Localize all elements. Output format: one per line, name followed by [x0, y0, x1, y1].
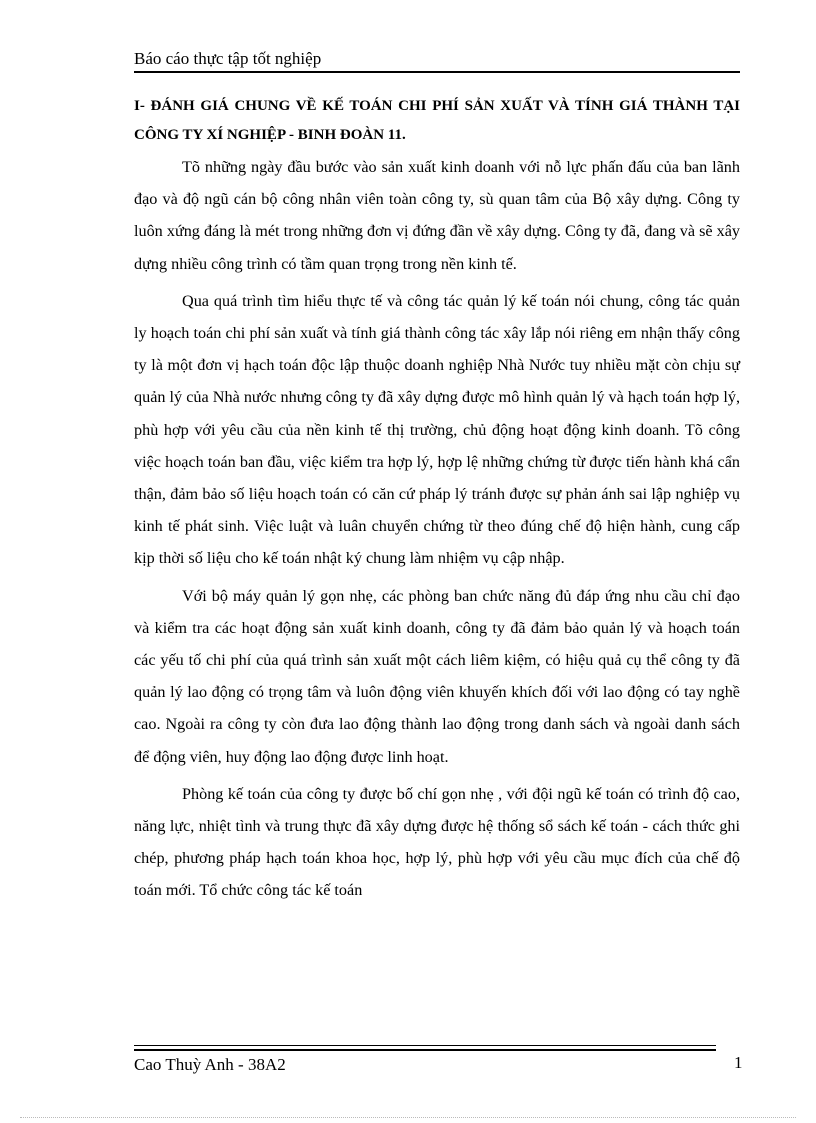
paragraph-3: Với bộ máy quản lý gọn nhẹ, các phòng ban chức năng đủ đáp ứng nhu cầu chỉ đạo và kiểm tra các hoạt động sản xuất kinh doanh, công ty đã đảm bảo quản lý và hoạch toán các yếu tố chi phí của quá trình sản xuất một cách liêm kiệm, có hiệu quả cụ thể công ty đã quản lý lao động có trọng tâm và luôn động viên khuyến khích đối với lao động có tay nghề cao. Ngoài ra công ty còn đưa lao động thành lao động trong danh sách và ngoài danh sách để động viên, huy động lao động được linh hoạt. [134, 586, 740, 766]
document-body [134, 92, 740, 912]
footer-author: Cao Thuỳ Anh - 38A2 [134, 1055, 286, 1074]
page-number: 1 [734, 1053, 743, 1072]
header-divider [134, 71, 740, 73]
page-header: Báo cáo thực tập tốt nghiệp [134, 49, 322, 68]
footer-divider [134, 1045, 716, 1046]
paragraph-1: Tõ những ngày đầu bước vào sản xuất kinh doanh với nỗ lực phấn đấu của ban lãnh đạo và độ ngũ cán bộ công nhân viên toàn công ty, sù quan tâm của Bộ xây dựng. Công ty luôn xứng đáng là mét trong những đơn vị đứng đần về xây dựng. Công ty đã, đang và sẽ xây dựng nhiều công trình có tầm quan trọng trong nền kinh tế. [134, 158, 740, 273]
paragraph-4: Phòng kế toán của công ty được bố chí gọn nhẹ , với đội ngũ kế toán có trình độ cao, năng lực, nhiệt tình và trung thực đã xây dựng được hệ thống sổ sách kế toán - cách thức ghi chép, phương pháp hạch toán khoa học, hợp lý, phù hợp với yêu cầu mục đích của chế độ toán mới. Tổ chức công tác kế toán [134, 784, 740, 900]
footer-divider-thick [134, 1049, 716, 1051]
section-title: I- ĐÁNH GIÁ CHUNG VỀ KẾ TOÁN CHI PHÍ SẢN XUẤT VÀ TÍNH GIÁ THÀNH TẠI CÔNG TY XÍ NGHIỆP - BINH ĐOÀN 11. [134, 98, 740, 143]
paragraph-2: Qua quá trình tìm hiểu thực tế và công tác quản lý kế toán nói chung, công tác quản ly hoạch toán chi phí sản xuất và tính giá thành công tác xây lắp nói riêng em nhận thấy công ty là một đơn vị hạch toán độc lập thuộc doanh nghiệp Nhà Nước tuy nhiều mặt còn chịu sự quản lý của Nhà nước nhưng công ty đã xây dựng được mô hình quản lý và hạch toán hợp lý, phù hợp với yêu cầu của nền kinh tế thị trường, chủ động hoạt động kinh doanh. Tõ công việc hoạch toán ban đầu, việc kiểm tra hợp lý, hợp lệ những chứng từ được tiến hành khá cẩn thận, đảm bảo số liệu hoạch toán có căn cứ pháp lý tránh được sự phản ánh sai lập nghiệp vụ kinh tế phát sinh. Việc luật và luân chuyển chứng từ theo đúng chế độ hiện hành, cung cấp kịp thời số liệu cho kế toán nhật ký chung làm nhiệm vụ cập nhập. [134, 291, 740, 568]
page-bottom-border [20, 1117, 796, 1118]
